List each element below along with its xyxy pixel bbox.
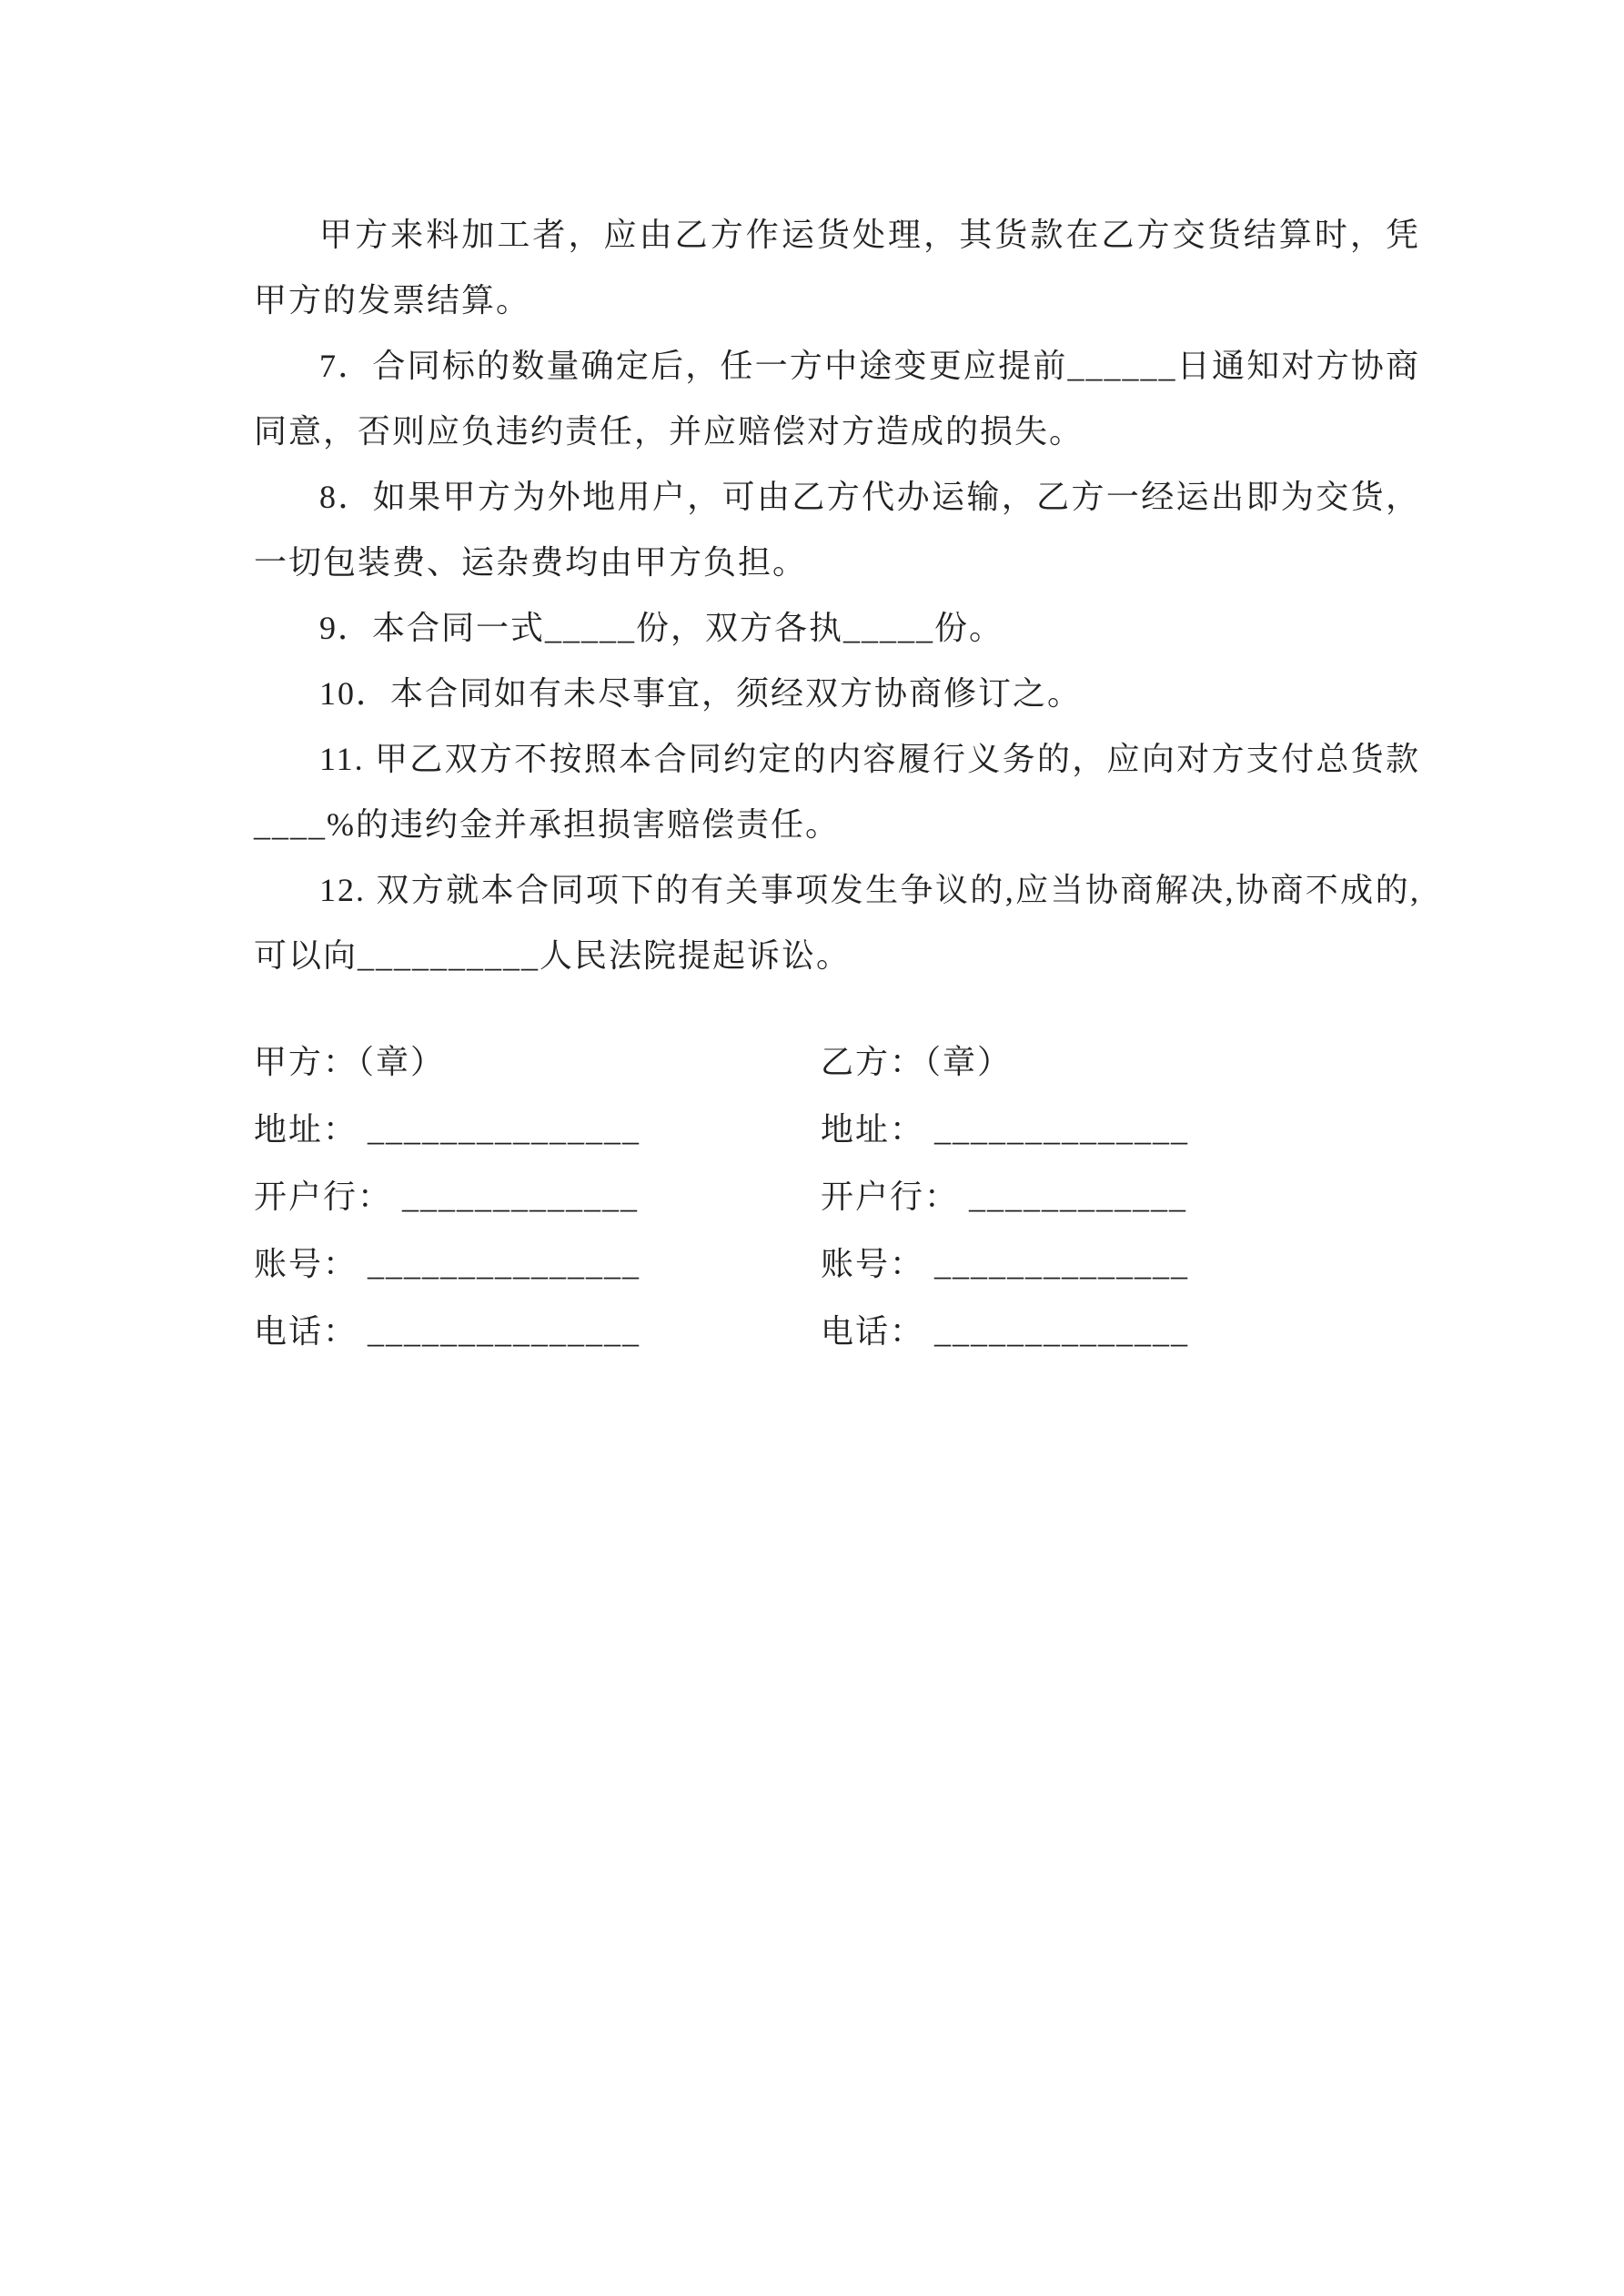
clause-8-shipping: 8．如果甲方为外地用户，可由乙方代办运输，乙方一经运出即为交货，一切包装费、运杂费均由甲方负担。 <box>254 479 1420 581</box>
signature-row-bank <box>254 1163 1420 1230</box>
party-a-account-line: 账号： _______________ <box>254 1246 641 1282</box>
clause-11-breach-penalty: 11. 甲乙双方不按照本合同约定的内容履行义务的，应向对方支付总货款____%的违约金并承担损害赔偿责任。 <box>254 741 1420 843</box>
signature-row-account <box>254 1230 1420 1298</box>
party-b-bank-line: 开户行： ____________ <box>821 1178 1188 1215</box>
contract-body <box>254 202 1420 1365</box>
party-b-account-line: 账号： ______________ <box>821 1246 1190 1282</box>
party-a-seal-label: 甲方：（章） <box>254 1044 446 1080</box>
party-a-bank-line: 开户行： _____________ <box>254 1178 640 1215</box>
party-b-seal-label: 乙方：（章） <box>821 1044 1013 1080</box>
party-b-address-line: 地址： ______________ <box>821 1111 1190 1148</box>
signature-block <box>254 1028 1420 1365</box>
clause-10-amendments: 10．本合同如有未尽事宜，须经双方协商修订之。 <box>319 675 1083 712</box>
signature-row-address <box>254 1096 1420 1163</box>
party-a-phone-line: 电话： _______________ <box>254 1313 641 1350</box>
clause-7-quantity-change: 7．合同标的数量确定后，任一方中途变更应提前______日通知对方协商同意，否则应负违约责任，并应赔偿对方造成的损失。 <box>254 348 1420 450</box>
signature-row-title <box>254 1028 1420 1096</box>
clause-12-dispute-resolution: 12. 双方就本合同项下的有关事项发生争议的,应当协商解决,协商不成的,可以向__________人民法院提起诉讼。 <box>254 872 1420 974</box>
party-a-address-line: 地址： _______________ <box>254 1111 641 1148</box>
clause-invoice-settlement-continuation: 甲方来料加工者，应由乙方作运货处理，其货款在乙方交货结算时，凭甲方的发票结算。 <box>254 217 1420 319</box>
signature-row-phone <box>254 1298 1420 1365</box>
clause-9-copies: 9．本合同一式_____份，双方各执_____份。 <box>319 610 1004 646</box>
party-b-phone-line: 电话： ______________ <box>821 1313 1190 1350</box>
